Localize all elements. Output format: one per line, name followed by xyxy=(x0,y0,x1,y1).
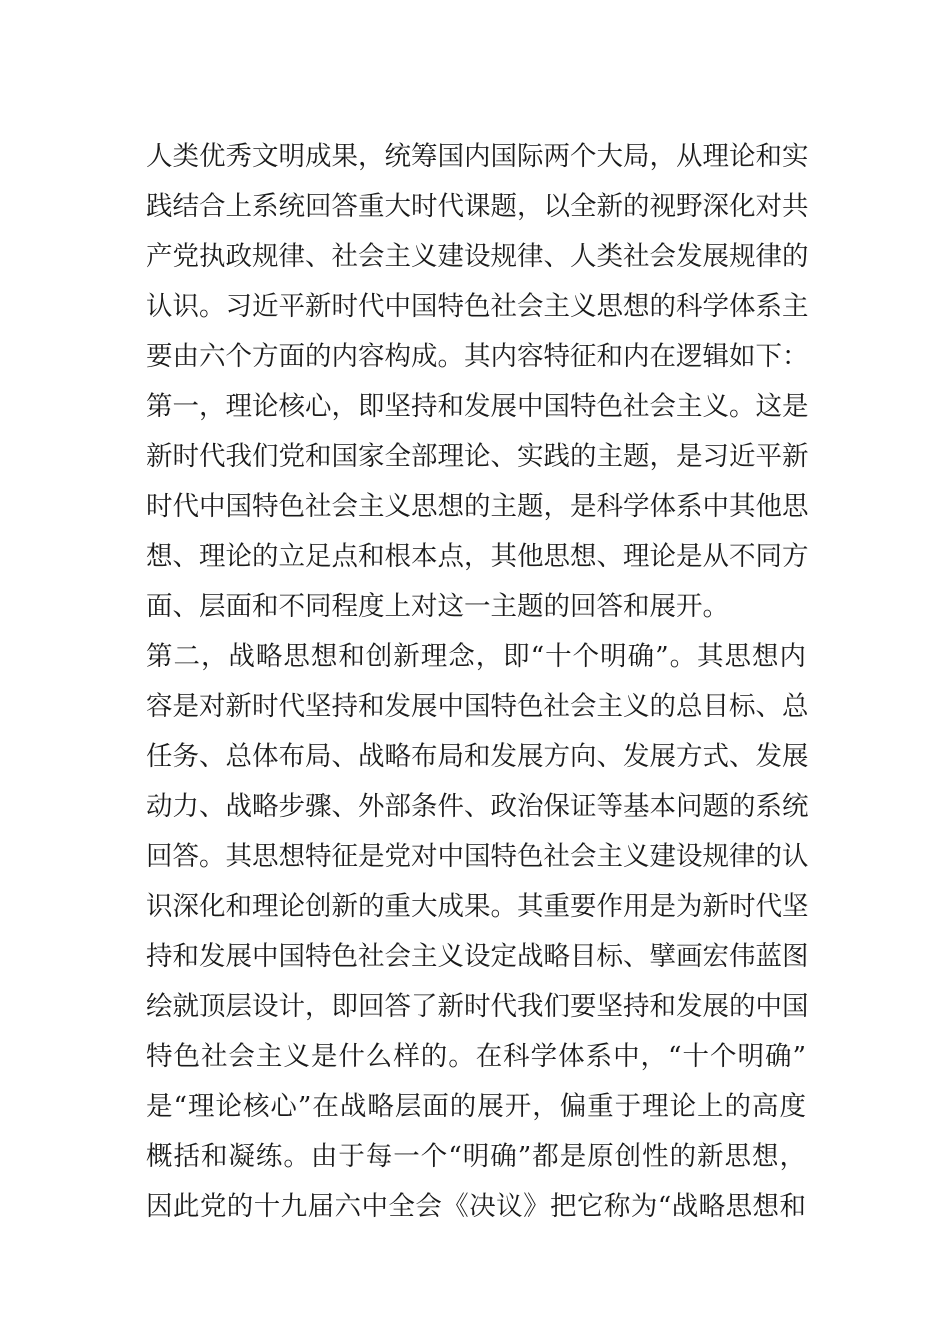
text-line: 持和发展中国特色社会主义设定战略目标、擘画宏伟蓝图 xyxy=(146,941,809,972)
text-line: 是“理论核心”在战略层面的展开，偏重于理论上的高度 xyxy=(146,1091,806,1122)
text-line: 面、层面和不同程度上对这一主题的回答和展开。 xyxy=(146,591,729,622)
text-line: 第二，战略思想和创新理念，即“十个明确”。其思想内 xyxy=(146,641,806,672)
text-line: 要由六个方面的内容构成。其内容特征和内在逻辑如下： xyxy=(146,341,809,372)
text-line: 容是对新时代坚持和发展中国特色社会主义的总目标、总 xyxy=(146,691,809,722)
text-line: 识深化和理论创新的重大成果。其重要作用是为新时代坚 xyxy=(146,891,809,922)
text-line: 人类优秀文明成果，统筹国内国际两个大局，从理论和实 xyxy=(146,141,809,172)
text-line: 特色社会主义是什么样的。在科学体系中，“十个明确” xyxy=(146,1041,806,1072)
text-line: 因此党的十九届六中全会《决议》把它称为“战略思想和 xyxy=(146,1191,806,1222)
text-line: 概括和凝练。由于每一个“明确”都是原创性的新思想， xyxy=(146,1141,806,1172)
text-line: 绘就顶层设计，即回答了新时代我们要坚持和发展的中国 xyxy=(146,991,809,1022)
text-line: 认识。习近平新时代中国特色社会主义思想的科学体系主 xyxy=(146,291,809,322)
text-line: 时代中国特色社会主义思想的主题，是科学体系中其他思 xyxy=(146,491,809,522)
text-line: 动力、战略步骤、外部条件、政治保证等基本问题的系统 xyxy=(146,791,809,822)
text-line: 回答。其思想特征是党对中国特色社会主义建设规律的认 xyxy=(146,841,809,872)
text-line: 新时代我们党和国家全部理论、实践的主题，是习近平新 xyxy=(146,441,809,472)
text-line: 产党执政规律、社会主义建设规律、人类社会发展规律的 xyxy=(146,241,809,272)
text-line: 想、理论的立足点和根本点，其他思想、理论是从不同方 xyxy=(146,541,809,572)
text-line: 任务、总体布局、战略布局和发展方向、发展方式、发展 xyxy=(146,741,809,772)
text-line: 践结合上系统回答重大时代课题，以全新的视野深化对共 xyxy=(146,191,809,222)
document-body xyxy=(146,132,809,1232)
text-line: 第一，理论核心，即坚持和发展中国特色社会主义。这是 xyxy=(146,391,809,422)
